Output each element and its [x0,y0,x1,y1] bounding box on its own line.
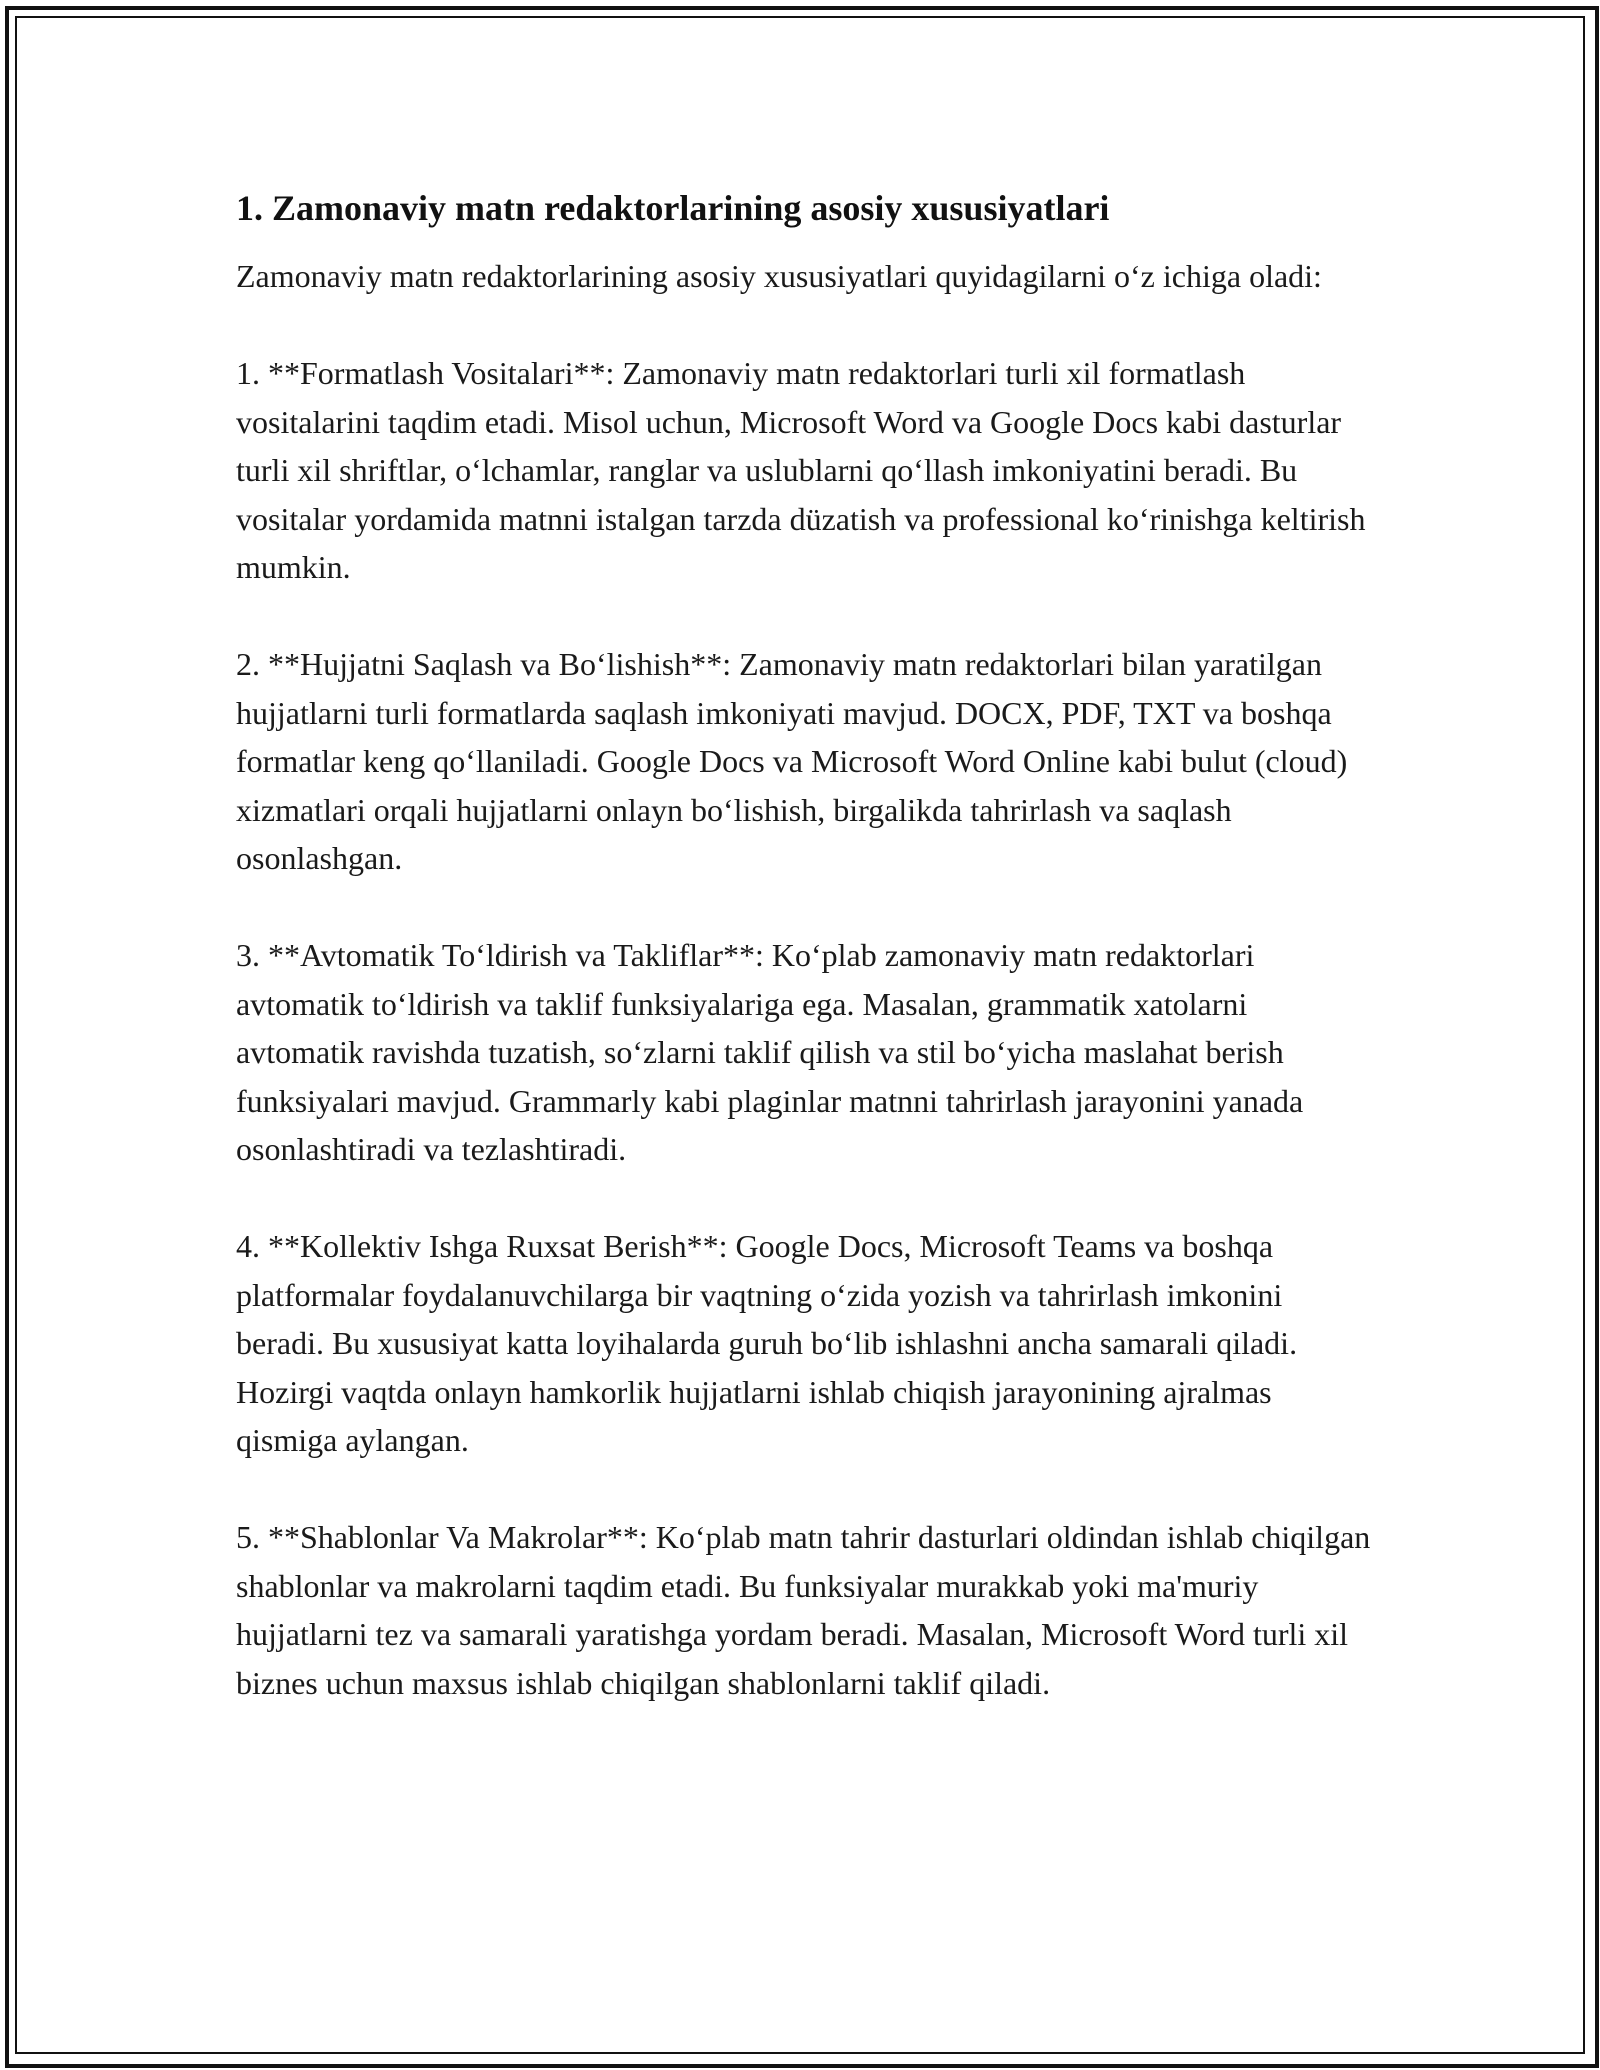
paragraph-formatting-tools: 1. **Formatlash Vositalari**: Zamonaviy matn redaktorlari turli xil formatlash vositalarini taqdim etadi. Misol uchun, Microsoft Word va Google Docs kabi dasturlar turli xil shriftlar, o‘lchamlar, ranglar va uslublarni qo‘llash imkoniyatini beradi. Bu vositalar yordamida matnni istalgan tarzda düzatish va professional ko‘rinishga keltirish mumkin. [236,355,1366,585]
document-body [236,184,1376,1756]
paragraph-saving-sharing: 2. **Hujjatni Saqlash va Bo‘lishish**: Zamonaviy matn redaktorlari bilan yaratilgan hujjatlarni turli formatlarda saqlash imkoniyati mavjud. DOCX, PDF, TXT va boshqa formatlar keng qo‘llaniladi. Google Docs va Microsoft Word Online kabi bulut (cloud) xizmatlari orqali hujjatlarni onlayn bo‘lishish, birgalikda tahrirlash va saqlash osonlashgan. [236,646,1348,876]
paragraph-templates-macros: 5. **Shablonlar Va Makrolar**: Ko‘plab matn tahrir dasturlari oldindan ishlab chiqilgan shablonlar va makrolarni taqdim etadi. Bu funksiyalar murakkab yoki ma'muriy hujjatlarni tez va samarali yaratishga yordam beradi. Masalan, Microsoft Word turli xil biznes uchun maxsus ishlab chiqilgan shablonlarni taklif qiladi. [236,1519,1371,1701]
paragraph-autocomplete: 3. **Avtomatik To‘ldirish va Takliflar**: Ko‘plab zamonaviy matn redaktorlari avtomatik to‘ldirish va taklif funksiyalariga ega. Masalan, grammatik xatolarni avtomatik ravishda tuzatish, so‘zlarni taklif qilish va stil bo‘yicha maslahat berish funksiyalari mavjud. Grammarly kabi plaginlar matnni tahrirlash jarayonini yanada osonlashtiradi va tezlashtiradi. [236,937,1304,1167]
intro-paragraph: Zamonaviy matn redaktorlarining asosiy xususiyatlari quyidagilarni o‘z ichiga oladi: [236,258,1322,294]
paragraph-collaboration: 4. **Kollektiv Ishga Ruxsat Berish**: Google Docs, Microsoft Teams va boshqa platformalar foydalanuvchilarga bir vaqtning o‘zida yozish va tahrirlash imkonini beradi. Bu xususiyat katta loyihalarda guruh bo‘lib ishlashni ancha samarali qiladi. Hozirgi vaqtda onlayn hamkorlik hujjatlarni ishlab chiqish jarayonining ajralmas qismiga aylangan. [236,1228,1298,1458]
document-title: 1. Zamonaviy matn redaktorlarining asosiy xususiyatlari [236,188,1110,228]
